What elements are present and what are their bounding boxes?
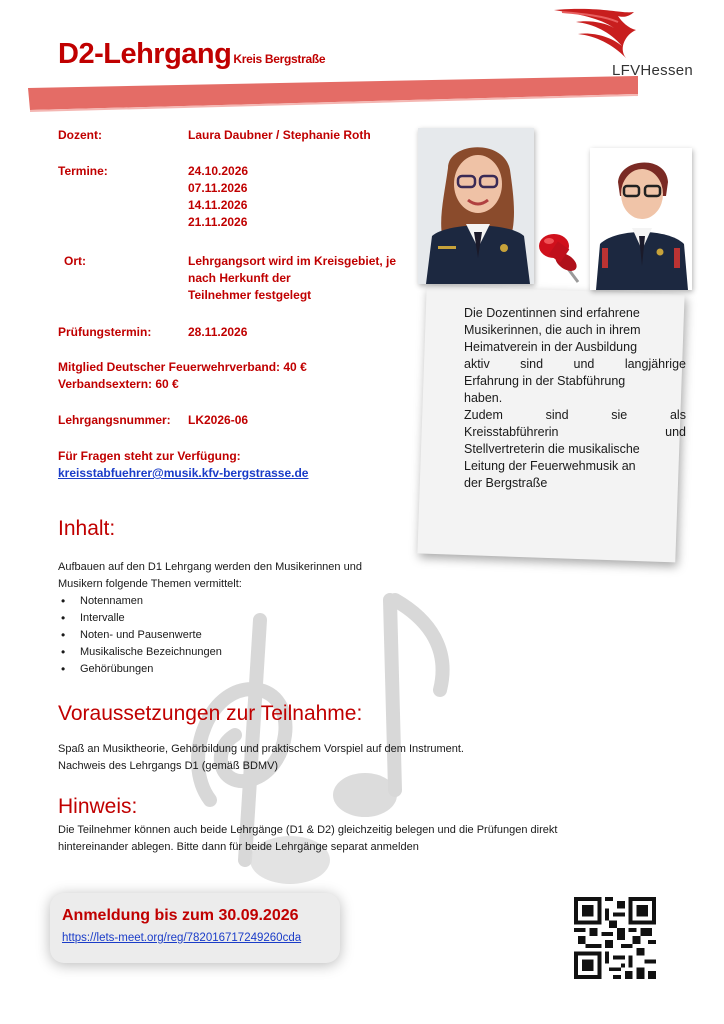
title-subtitle: Kreis Bergstraße (233, 52, 326, 66)
qr-code-icon[interactable] (574, 897, 656, 979)
fragen-label: Für Fragen steht zur Verfügung: (58, 449, 241, 463)
price-external: Verbandsextern: 60 € (58, 377, 179, 391)
card-line: Zudem sind sie als (464, 408, 686, 422)
termin-date: 24.10.2026 (188, 164, 249, 178)
hinweis-line: hintereinander ablegen. Bitte dann für beide Lehrgänge separat anmelden (58, 841, 419, 853)
list-item: • Gehörübungen (58, 661, 362, 678)
termin-date: 14.11.2026 (188, 198, 248, 212)
page-title (58, 38, 325, 71)
voraussetzungen-body (58, 741, 464, 775)
person-portrait-icon (418, 128, 534, 284)
photo-stephanie-roth (590, 148, 692, 290)
registration-box (50, 893, 340, 963)
card-line: Erfahrung in der Stabführung (464, 374, 626, 388)
card-line: Die Dozentinnen sind erfahrene (464, 306, 640, 320)
contact-email-link[interactable]: kreisstabfuehrer@musik.kfv-bergstrasse.de (58, 466, 309, 480)
hinweis-line: Die Teilnehmer können auch beide Lehrgänge (D1 & D2) gleichzeitig belegen und die Prüfungen direkt (58, 824, 558, 836)
logo-text: LFVHessen (612, 62, 694, 79)
list-item: • Notennamen (58, 593, 362, 610)
card-line: Stellvertreterin die musikalische (464, 442, 640, 456)
dozent-card-text (464, 305, 686, 492)
termin-date: 07.11.2026 (188, 181, 248, 195)
pushpin-icon (532, 226, 592, 288)
list-item: • Musikalische Bezeichnungen (58, 644, 362, 661)
lehrgang-value: LK2026-06 (188, 413, 249, 427)
lehrgang-label: Lehrgangsnummer: (58, 413, 171, 427)
list-item: • Intervalle (58, 610, 362, 627)
card-line: Heimatverein in der Ausbildung (464, 340, 638, 354)
hinweis-body (58, 822, 557, 856)
registration-deadline: Anmeldung bis zum 30.09.2026 (62, 907, 299, 924)
lfv-logo-flame-icon (548, 4, 640, 60)
ort-line: Teilnehmer festgelegt (188, 288, 312, 302)
voraussetzungen-heading: Voraussetzungen zur Teilnahme: (58, 702, 363, 725)
card-line: aktiv sind und langjährige (464, 357, 686, 371)
pruefung-label: Prüfungstermin: (58, 325, 152, 339)
inhalt-heading: Inhalt: (58, 517, 116, 540)
card-line: der Bergstraße (464, 476, 548, 490)
termine-list (188, 163, 248, 231)
inhalt-body (58, 559, 362, 678)
card-line: Musikerinnen, die auch in ihrem (464, 323, 641, 337)
dozent-label: Dozent: (58, 128, 102, 142)
voraussetzungen-line: Nachweis des Lehrgangs D1 (gemäß BDMV) (58, 760, 279, 772)
card-line: Leitung der Feuerwehmusik an (464, 459, 636, 473)
termin-date: 21.11.2026 (188, 215, 248, 229)
topic-list (58, 593, 362, 678)
ort-label: Ort: (64, 254, 86, 268)
ort-value (188, 253, 396, 304)
card-line: Kreisstabführerin und (464, 425, 686, 439)
termine-label: Termine: (58, 164, 108, 178)
price-member: Mitglied Deutscher Feuerwehrverband: 40 € (58, 360, 307, 374)
person-portrait-icon (590, 148, 692, 290)
header-stripe (26, 70, 646, 112)
list-item: • Noten- und Pausenwerte (58, 627, 362, 644)
pruefung-value: 28.11.2026 (188, 325, 248, 339)
title-text: D2-Lehrgang (58, 38, 232, 70)
voraussetzungen-line: Spaß an Musiktheorie, Gehörbildung und praktischem Vorspiel auf dem Instrument. (58, 743, 464, 755)
registration-link[interactable]: https://lets-meet.org/reg/782016717249260cda (62, 932, 302, 944)
dozent-value: Laura Daubner / Stephanie Roth (188, 128, 371, 142)
card-line: haben. (464, 391, 503, 405)
hinweis-heading: Hinweis: (58, 795, 138, 818)
photo-laura-daubner (418, 128, 534, 284)
inhalt-intro: Aufbauen auf den D1 Lehrgang werden den Musikerinnen und (58, 561, 362, 573)
ort-line: Lehrgangsort wird im Kreisgebiet, je (188, 254, 397, 268)
inhalt-intro: Musikern folgende Themen vermittelt: (58, 578, 242, 590)
ort-line: nach Herkunft der (188, 271, 291, 285)
